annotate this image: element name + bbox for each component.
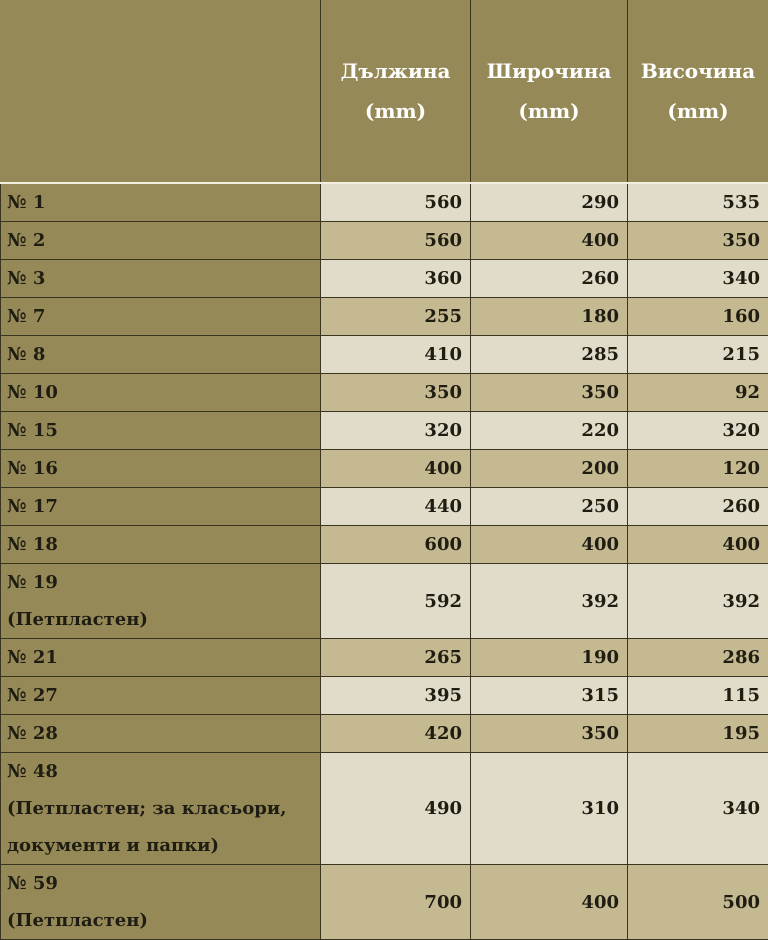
row-name-cell [1,488,321,526]
width-cell: 400 [471,526,628,564]
height-cell: 286 [628,639,768,677]
row-number: № 10 [7,374,312,411]
row-number: № 27 [7,677,312,714]
height-cell: 500 [628,865,768,940]
row-name-cell [1,260,321,298]
width-cell: 220 [471,412,628,450]
table-row [1,677,768,715]
length-cell: 700 [321,865,471,940]
row-number: № 59 [7,865,312,902]
table-row [1,450,768,488]
row-number: № 21 [7,639,312,676]
row-number: № 1 [7,184,312,221]
table-row [1,412,768,450]
row-number: № 16 [7,450,312,487]
table-row [1,753,768,865]
length-cell: 600 [321,526,471,564]
height-cell: 215 [628,336,768,374]
height-cell: 120 [628,450,768,488]
width-cell: 285 [471,336,628,374]
table-body [1,183,768,940]
width-cell: 260 [471,260,628,298]
width-cell: 180 [471,298,628,336]
width-cell: 250 [471,488,628,526]
width-cell: 400 [471,865,628,940]
row-name-cell [1,298,321,336]
row-name-cell [1,564,321,639]
width-cell: 200 [471,450,628,488]
table-row [1,639,768,677]
height-cell: 340 [628,260,768,298]
row-name-cell [1,374,321,412]
height-cell: 260 [628,488,768,526]
length-cell: 560 [321,222,471,260]
height-cell: 392 [628,564,768,639]
width-cell: 315 [471,677,628,715]
header-height-unit: (mm) [630,91,766,131]
row-number: № 19 [7,564,312,601]
length-cell: 265 [321,639,471,677]
row-name-cell [1,715,321,753]
width-cell: 400 [471,222,628,260]
row-number: № 18 [7,526,312,563]
width-cell: 290 [471,183,628,222]
row-name-cell [1,753,321,865]
table-row [1,488,768,526]
table-row [1,374,768,412]
length-cell: 560 [321,183,471,222]
table-row [1,222,768,260]
row-number: № 2 [7,222,312,259]
height-cell: 340 [628,753,768,865]
row-name-cell [1,412,321,450]
width-cell: 350 [471,715,628,753]
header-length [321,0,471,183]
length-cell: 490 [321,753,471,865]
width-cell: 190 [471,639,628,677]
width-cell: 310 [471,753,628,865]
length-cell: 395 [321,677,471,715]
table-row [1,336,768,374]
length-cell: 420 [321,715,471,753]
height-cell: 320 [628,412,768,450]
width-cell: 392 [471,564,628,639]
height-cell: 115 [628,677,768,715]
length-cell: 320 [321,412,471,450]
row-name-cell [1,450,321,488]
height-cell: 535 [628,183,768,222]
row-number: № 28 [7,715,312,752]
row-number: № 48 [7,753,312,790]
length-cell: 440 [321,488,471,526]
table-row [1,564,768,639]
length-cell: 592 [321,564,471,639]
row-name-cell [1,639,321,677]
length-cell: 360 [321,260,471,298]
row-name-cell [1,222,321,260]
header-height-label: Височина [630,51,766,91]
row-name-cell [1,526,321,564]
header-width [471,0,628,183]
row-name-cell [1,336,321,374]
length-cell: 350 [321,374,471,412]
row-name-cell [1,677,321,715]
row-note: (Петпластен; за класьори, [7,790,312,827]
row-number: № 3 [7,260,312,297]
header-length-label: Дължина [323,51,468,91]
row-number: № 17 [7,488,312,525]
row-note: (Петпластен) [7,601,312,638]
header-length-unit: (mm) [323,91,468,131]
row-number: № 8 [7,336,312,373]
table-row [1,260,768,298]
height-cell: 160 [628,298,768,336]
height-cell: 92 [628,374,768,412]
height-cell: 400 [628,526,768,564]
table-row [1,865,768,940]
row-name-cell [1,865,321,940]
header-width-label: Широчина [473,51,625,91]
length-cell: 410 [321,336,471,374]
row-number: № 7 [7,298,312,335]
table-row [1,298,768,336]
header-width-unit: (mm) [473,91,625,131]
length-cell: 400 [321,450,471,488]
table-row [1,715,768,753]
header-height [628,0,768,183]
row-name-cell [1,183,321,222]
table-row [1,526,768,564]
header-corner [1,0,321,183]
length-cell: 255 [321,298,471,336]
width-cell: 350 [471,374,628,412]
table-row [1,183,768,222]
row-note: (Петпластен) [7,902,312,939]
header-row [1,0,768,183]
height-cell: 350 [628,222,768,260]
height-cell: 195 [628,715,768,753]
row-note: документи и папки) [7,827,312,864]
row-number: № 15 [7,412,312,449]
